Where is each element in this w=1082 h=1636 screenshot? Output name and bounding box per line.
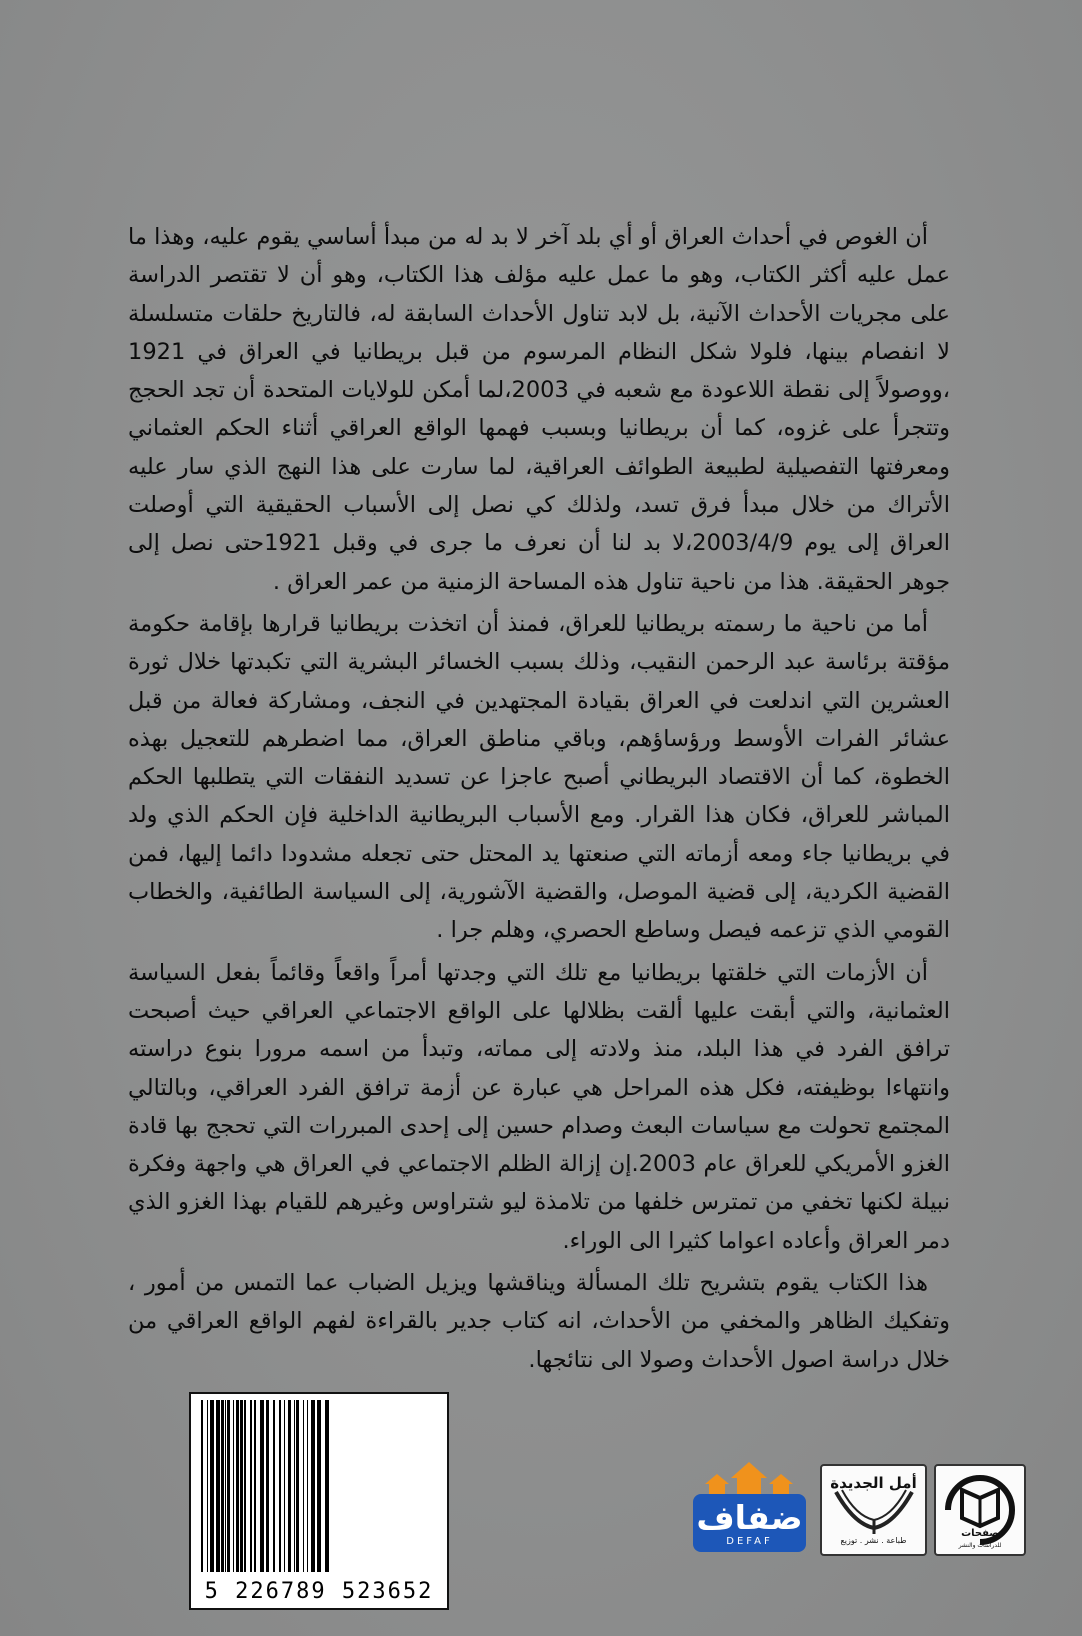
barcode-bars	[197, 1400, 441, 1572]
barcode-bar	[216, 1400, 220, 1572]
safahat-name: صفحات	[961, 1528, 999, 1539]
blurb-paragraph-4: هذا الكتاب يقوم بتشريح تلك المسألة ويناقشها ويزيل الضباب عما التمس من أمور ، وتفكيك الظاهر والمخفي من الأحداث، انه كتاب جدير بالقراءة لفهم الواقع العراقي من خلال دراسة اصول الأحداث وصولا الى نتائجها.	[128, 1270, 950, 1373]
barcode-bar	[225, 1400, 226, 1572]
isbn-barcode	[189, 1392, 449, 1610]
barcode-bar	[284, 1400, 285, 1572]
barcode-bar	[227, 1400, 230, 1572]
barcode-number: 5 226789 523652	[204, 1579, 434, 1604]
barcode-bar	[260, 1400, 264, 1572]
amal-publisher-logo	[820, 1464, 927, 1556]
barcode-bar	[288, 1400, 291, 1572]
barcode-bar	[311, 1400, 315, 1572]
safahat-publisher-logo	[934, 1464, 1026, 1556]
barcode-bar	[303, 1400, 304, 1572]
barcode-bar	[250, 1400, 252, 1572]
barcode-bar	[307, 1400, 308, 1572]
amal-name: أمل الجديدة	[830, 1474, 917, 1492]
barcode-bar	[221, 1400, 224, 1572]
barcode-bar	[317, 1400, 321, 1572]
blurb-paragraph-1: أن الغوص في أحداث العراق أو أي بلد آخر لا بد له من مبدأ أساسي يقوم عليه، وهذا ما عمل عليه أكثر الكتاب، وهو ما عمل عليه مؤلف هذا الكتاب، وهو أن لا تقتصر الدراسة على مجريات الأحداث الآنية، بل لابد تناول الأحداث السابقة له، فالتاريخ حلقات متسلسلة لا انفصام بينها، فلولا شكل النظام المرسوم من قبل بريطانيا في العراق في 1921 ،ووصولاً إلى نقطة اللاعودة مع شعبه في 2003،لما أمكن للولايات المتحدة أن تجد الحجج وتتجرأ على غزوه، كما أن بريطانيا وبسبب فهمها الواقع العراقي أثناء الحكم العثماني ومعرفتها التفصيلية لطبيعة الطوائف العراقية، لما سارت على هذا النهج الذي سار عليه الأتراك من خلال مبدأ فرق تسد، ولذلك كي نصل إلى الأسباب الحقيقية التي أوصلت العراق إلى يوم 2003/4/9،لا بد لنا أن نعرف ما جرى في وقبل 1921حتى نصل إلى جوهر الحقيقة. هذا من ناحية تناول هذه المساحة الزمنية من عمر العراق .	[128, 224, 951, 595]
barcode-bar	[201, 1400, 203, 1572]
amal-tagline: طباعة . نشر . توزيع	[840, 1536, 907, 1545]
safahat-book-icon	[936, 1466, 1024, 1554]
safahat-tagline: للدراسات والنشر	[958, 1542, 1002, 1549]
barcode-bar	[240, 1400, 243, 1572]
defaf-latin-name: DEFAF	[726, 1536, 773, 1547]
defaf-arabic-name: ضفاف	[696, 1498, 803, 1537]
back-cover-blurb	[128, 218, 950, 1383]
barcode-bar	[233, 1400, 234, 1572]
barcode-bar	[325, 1400, 329, 1572]
barcode-bar	[244, 1400, 246, 1572]
blurb-paragraph-2: أما من ناحية ما رسمته بريطانيا للعراق، فمنذ أن اتخذت بريطانيا قرارها بإقامة حكومة مؤقتة برئاسة عبد الرحمن النقيب، وذلك بسبب الخسائر البشرية التي تكبدتها خلال ثورة العشرين التي اندلعت في العراق بقيادة المجتهدين في النجف، ومشاركة فعالة من قبل عشائر الفرات الأوسط ورؤساؤهم، وباقي مناطق العراق، مما اضطرهم للتعجيل بهذه الخطوة، كما أن الاقتصاد البريطاني أصبح عاجزا عن تسديد النفقات التي يتطلبها الحكم المباشر للعراق، فكان هذا القرار. ومع الأسباب البريطانية الداخلية فإن الحكم الذي ولد في بريطانيا جاء ومعه أزماته التي صنعتها يد المحتل حتى تجعله مشدودا دائما إليها، فمن القضية الكردية، إلى قضية الموصل، والقضية الآشورية، إلى السياسة الطائفية، والخطاب القومي الذي تزعمه فيصل وساطع الحصري، وهلم جرا .	[128, 610, 950, 944]
barcode-bar	[279, 1400, 281, 1572]
barcode-bar	[210, 1400, 214, 1572]
barcode-bar	[273, 1400, 275, 1572]
barcode-bar	[294, 1400, 295, 1572]
barcode-bar	[207, 1400, 208, 1572]
barcode-bar	[236, 1400, 239, 1572]
barcode-bar	[266, 1400, 269, 1572]
barcode-bar	[254, 1400, 256, 1572]
barcode-bar	[296, 1400, 299, 1572]
blurb-paragraph-3: أن الأزمات التي خلقتها بريطانيا مع تلك التي وجدتها أمراً واقعاً وقائماً بفعل السياسة العثمانية، والتي أبقت عليها ألقت بظلالها على الواقع الاجتماعي العراقي حيث أصبحت ترافق الفرد في هذا البلد، منذ ولادته إلى مماته، وتبدأ من اسمه مرورا بنوع دراسته وانتهاءا بوظيفته، فكل هذه المراحل هي عبارة عن أزمة ترافق الفرد العراقي، وبالتالي المجتمع تحولت مع سياسات البعث وصدام حسين إلى إحدى المبررات التي تحجج بها قادة الغزو الأمريكي للعراق عام 2003.إن إزالة الظلم الاجتماعي في العراق هي واجهة وفكرة نبيلة لكنها تخفي من تمترس خلفها من تلامذة ليو شتراوس وغيرهم للقيام بهذا الغزو الذي دمر العراق وأعاده اعواما كثيرا الى الوراء.	[128, 959, 950, 1254]
defaf-publisher-logo	[687, 1448, 812, 1558]
